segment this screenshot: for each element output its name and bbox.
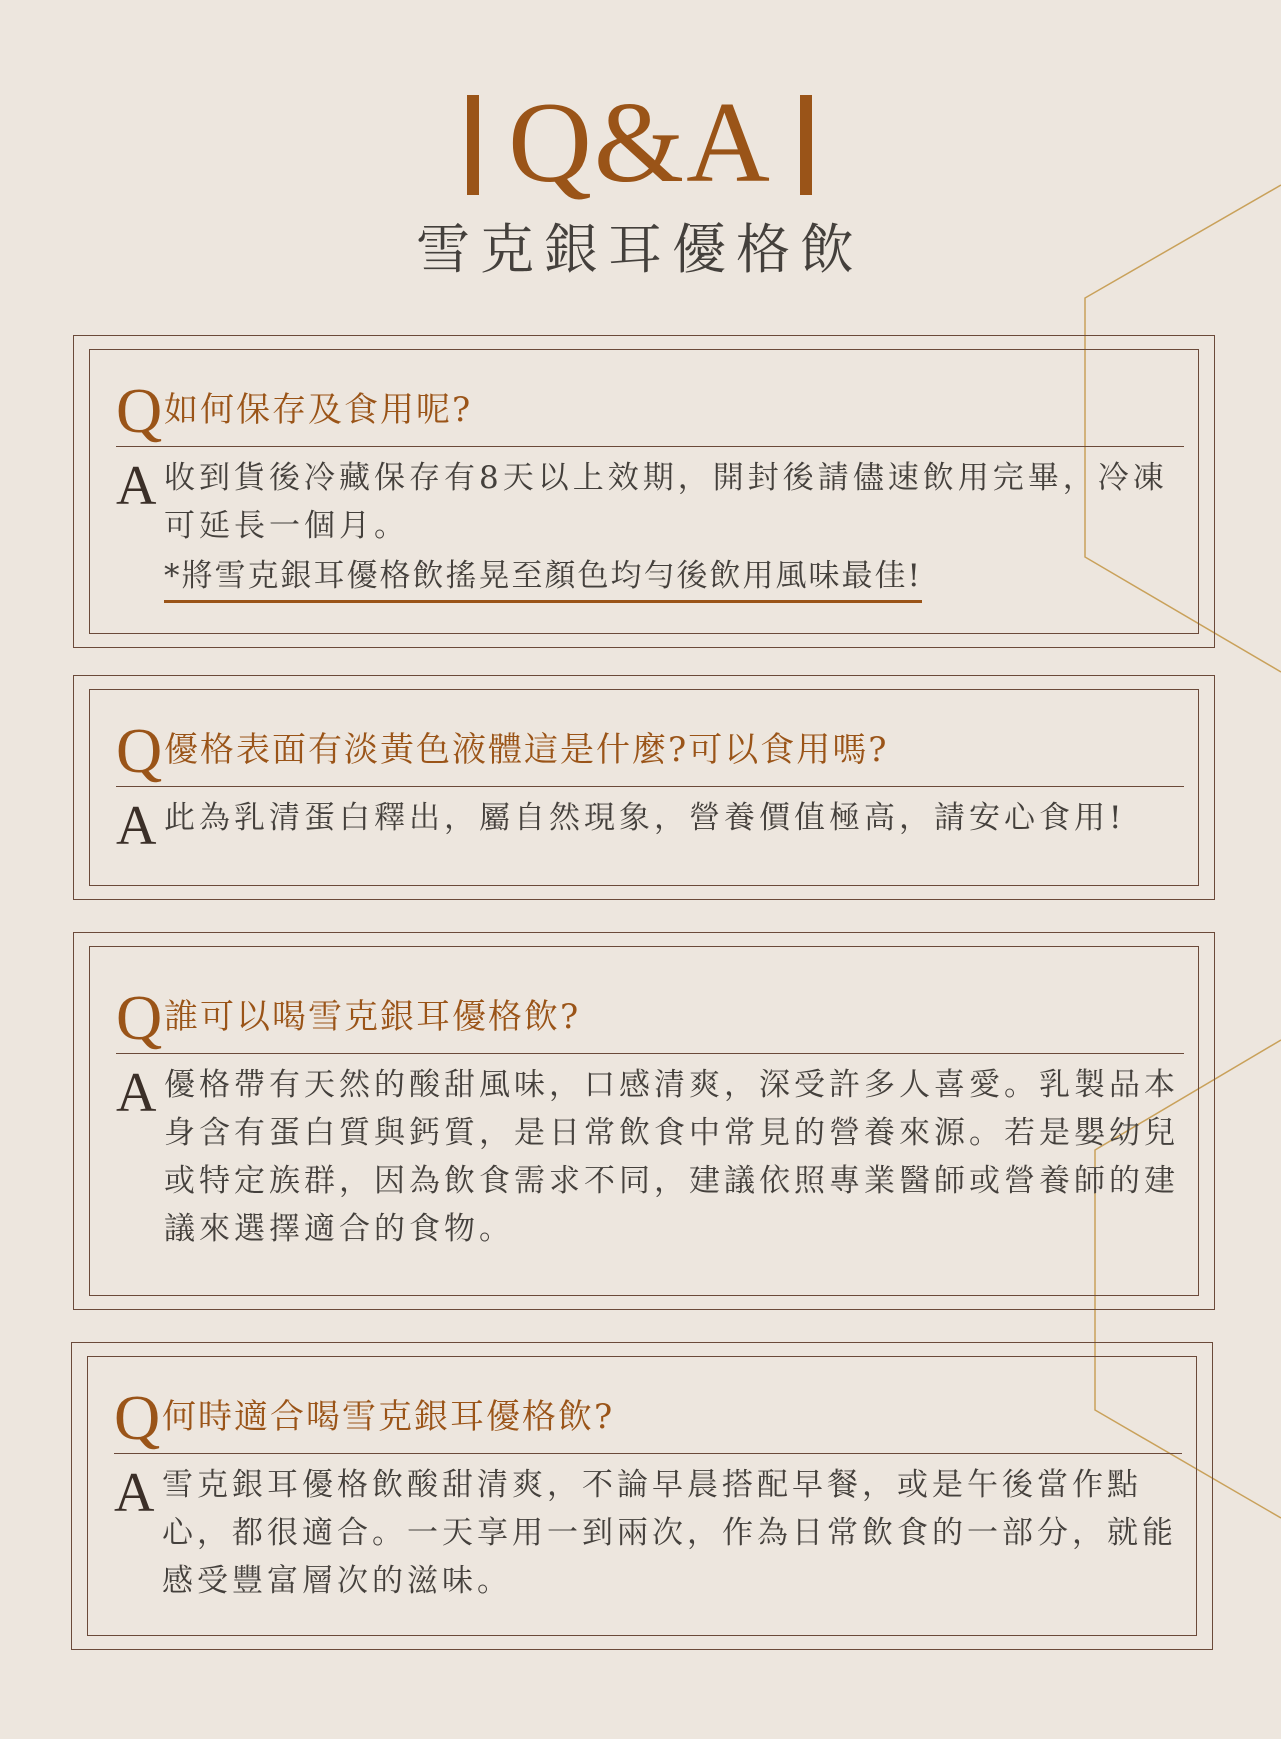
a-letter: A — [116, 795, 157, 857]
question-row — [114, 1383, 1182, 1454]
question-text: 何時適合喝雪克銀耳優格飲? — [162, 1397, 615, 1437]
q-letter: Q — [116, 715, 163, 786]
question-text: 誰可以喝雪克銀耳優格飲? — [164, 997, 581, 1037]
answer-text: 收到貨後冷藏保存有8天以上效期，開封後請儘速飲用完畢，冷凍可延長一個月。 — [164, 460, 1168, 544]
q-letter: Q — [114, 1382, 161, 1453]
answer-text: 雪克銀耳優格飲酸甜清爽，不論早晨搭配早餐，或是午後當作點心，都很適合。一天享用一到兩次，作為日常飲食的一部分，就能感受豐富層次的滋味。 — [162, 1467, 1177, 1599]
answer-block — [116, 1061, 1190, 1261]
question-row — [116, 376, 1184, 447]
answer-block — [116, 454, 1190, 624]
answer-text: 此為乳清蛋白釋出，屬自然現象，營養價值極高，請安心食用! — [164, 800, 1126, 836]
qa-card-storage — [73, 335, 1215, 648]
page-subtitle: 雪克銀耳優格飲 — [416, 218, 864, 281]
a-letter: A — [114, 1462, 155, 1524]
title-bar-right — [800, 95, 812, 195]
question-row — [116, 716, 1184, 787]
a-letter: A — [116, 455, 157, 517]
question-text: 優格表面有淡黃色液體這是什麼?可以食用嗎? — [164, 730, 889, 770]
q-letter: Q — [116, 375, 163, 446]
qa-card-when — [71, 1342, 1213, 1650]
qa-card-who — [73, 932, 1215, 1310]
a-letter: A — [116, 1062, 157, 1124]
answer-note: *將雪克銀耳優格飲搖晃至顏色均勻後飲用風味最佳! — [164, 554, 922, 603]
answer-text: 優格帶有天然的酸甜風味，口感清爽，深受許多人喜愛。乳製品本身含有蛋白質與鈣質，是日常飲食中常見的營養來源。若是嬰幼兒或特定族群，因為飲食需求不同，建議依照專業醫師或營養師的建議來選擇適合的食物。 — [164, 1067, 1179, 1247]
answer-block — [116, 794, 1190, 857]
question-row — [116, 983, 1184, 1054]
answer-block — [114, 1461, 1188, 1611]
page-header — [0, 0, 1281, 300]
q-letter: Q — [116, 982, 163, 1053]
qa-card-whey — [73, 675, 1215, 900]
title-bar-left — [467, 95, 479, 195]
page-title: Q&A — [508, 79, 772, 207]
question-text: 如何保存及食用呢? — [164, 390, 473, 430]
